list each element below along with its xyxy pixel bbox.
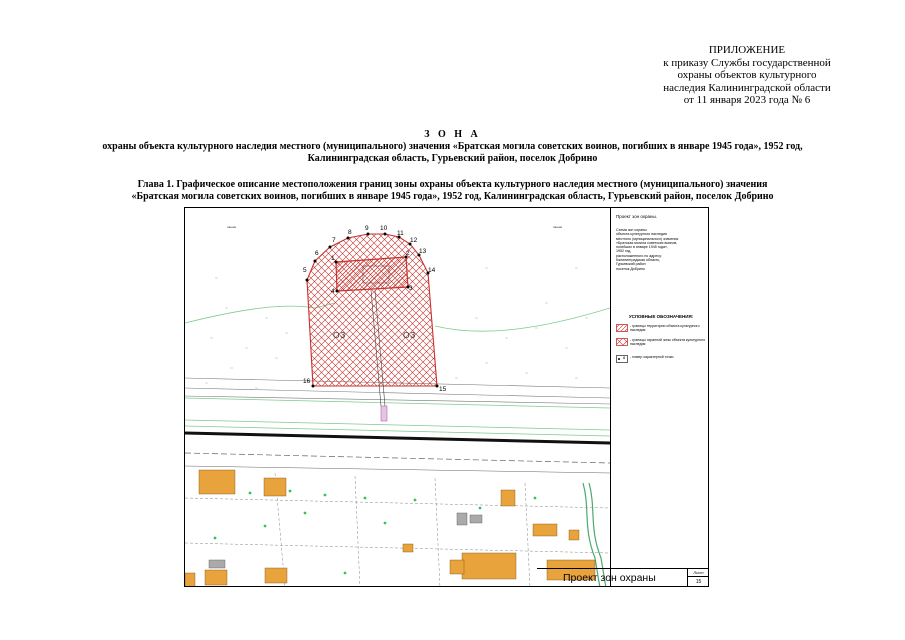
point-swatch xyxy=(616,355,628,363)
map-drawing xyxy=(185,208,610,587)
appendix-date: от 11 января 2023 года № 6 xyxy=(683,94,811,106)
point-label: 8 xyxy=(348,229,352,236)
sidebar-desc-line: объекта культурного наследия xyxy=(616,232,667,237)
sidebar-desc-line: расположенного по адресу: xyxy=(616,253,662,258)
point-label: 15 xyxy=(439,386,447,393)
sidebar-desc-line: «Братская могила советских воинов, xyxy=(616,240,678,245)
sidebar-desc-line: Гурьевский район xyxy=(616,262,646,267)
point-label: 2 xyxy=(406,250,410,257)
sidebar-desc-line: погибших в январе 1945 года», xyxy=(616,245,668,250)
appendix-line: наследия Калининградской области xyxy=(663,81,831,94)
appendix-header xyxy=(637,44,857,107)
point-label: 12 xyxy=(410,237,418,244)
zone-title: З О Н А xyxy=(424,129,481,140)
legend-text: - номер характерной точки xyxy=(630,355,674,359)
title-block-name: Проект зон охраны xyxy=(563,572,656,584)
territory-swatch xyxy=(616,324,628,332)
sheet-cell xyxy=(687,569,709,587)
sidebar-title: Проект зон охраны. xyxy=(616,214,658,219)
buildings xyxy=(185,470,595,587)
point-label: 11 xyxy=(397,230,404,237)
sidebar-desc-line: Схема зон охраны xyxy=(616,228,647,232)
legend-text: - границы охранной зоны объекта культурного наследия xyxy=(630,338,706,347)
point-label: 16 xyxy=(303,378,311,385)
appendix-line: к приказу Службы государственной xyxy=(663,56,831,69)
sidebar-desc-line: 1952 год, xyxy=(616,249,632,254)
sidebar-desc-line: Калининградская область, xyxy=(616,258,661,263)
green-line xyxy=(435,308,610,331)
legend-point-number: 8 xyxy=(623,355,626,360)
road-verge xyxy=(185,398,610,436)
road-line xyxy=(185,466,610,473)
zone-swatch xyxy=(616,338,628,346)
appendix-line: охраны объектов культурного xyxy=(677,69,817,81)
zone-subtitle xyxy=(40,141,865,165)
appendix-title: ПРИЛОЖЕНИЕ xyxy=(708,44,786,56)
point-label: 3 xyxy=(409,285,413,292)
sheet-label: Лист xyxy=(688,569,709,577)
sheet-number: 15 xyxy=(695,579,702,585)
object-territory xyxy=(336,257,408,291)
sidebar-desc-line: местного (муниципального) значения xyxy=(616,236,679,241)
map-small-label: пашня xyxy=(227,225,236,229)
zone-label-left: ОЗ xyxy=(333,330,346,340)
sidebar-desc-line: поселок Добрино xyxy=(616,266,645,271)
protection-zone xyxy=(307,234,437,386)
path-crossing xyxy=(381,406,387,421)
zone-label-right: ОЗ xyxy=(403,330,416,340)
gray-buildings xyxy=(209,513,482,568)
point-label: 9 xyxy=(365,225,369,232)
chapter-line: Глава 1. Графическое описание местоположения границ зоны охраны объекта культурного наследия местного (муниципального) значения xyxy=(137,179,768,190)
zone-subtitle-line: Калининградская область, Гурьевский район, поселок Добрино xyxy=(307,153,598,164)
map-frame xyxy=(184,207,709,587)
zone-subtitle-line: охраны объекта культурного наследия местного (муниципального) значения «Братская могила советских воинов, погибших в январе 1945 года», 1952 год, xyxy=(102,141,803,152)
point-label: 5 xyxy=(303,267,307,274)
point-label: 6 xyxy=(315,250,319,257)
point-label: 1 xyxy=(331,255,335,262)
map-sidebar xyxy=(610,208,709,587)
chapter-heading xyxy=(40,179,865,203)
map-small-label: пашня xyxy=(553,225,562,229)
point-label: 4 xyxy=(331,288,335,295)
sidebar-description xyxy=(616,228,706,271)
legend-text: - границы территории объекта культурного наследия xyxy=(630,324,700,333)
title-block xyxy=(537,568,709,587)
chapter-line: «Братская могила советских воинов, погибших в январе 1945 года», 1952 год, Калининградская область, Гурьевский район, поселок Добрино xyxy=(131,191,774,202)
dashed-road xyxy=(185,453,610,463)
point-label: 7 xyxy=(332,237,336,244)
point-label: 10 xyxy=(380,225,388,232)
legend-title: УСЛОВНЫЕ ОБОЗНАЧЕНИЯ: xyxy=(628,314,694,319)
point-label: 14 xyxy=(428,267,436,274)
point-label: 13 xyxy=(419,248,427,255)
